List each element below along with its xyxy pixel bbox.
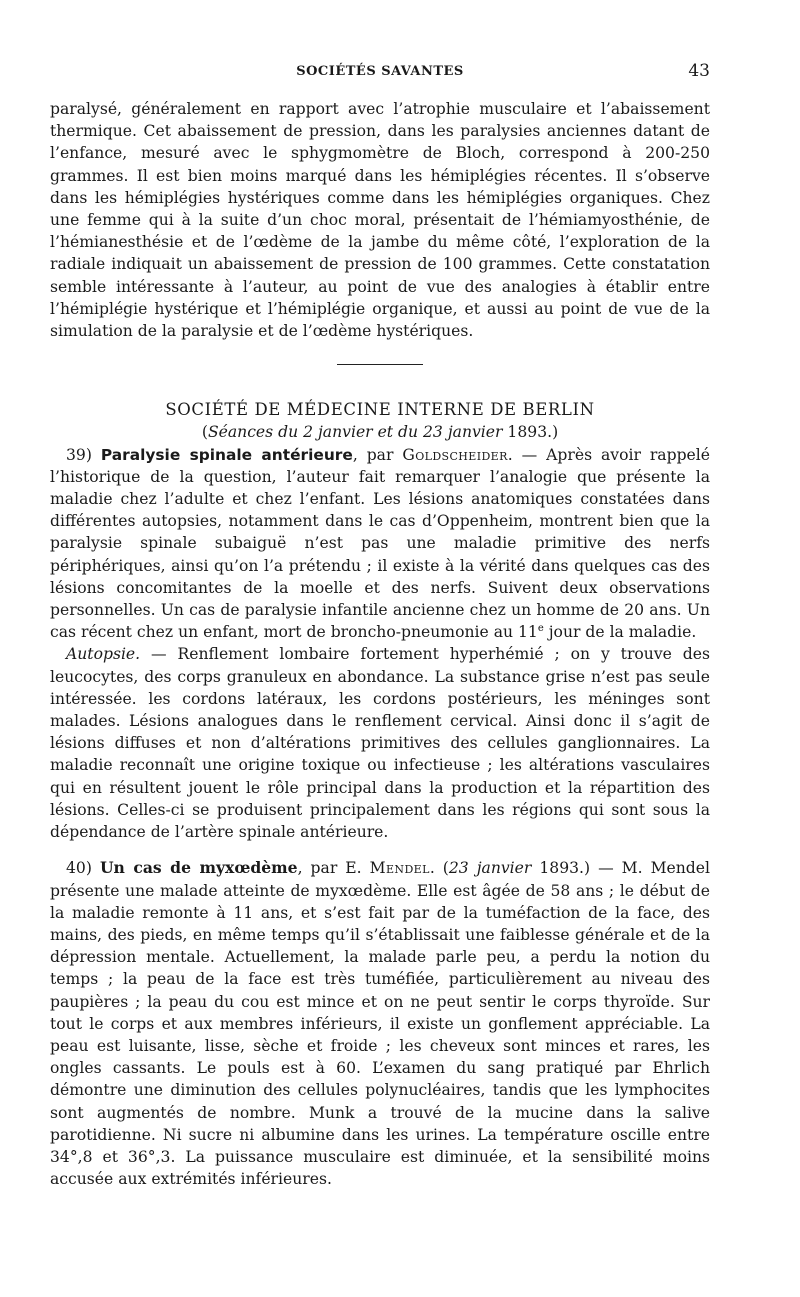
sessions-line [50, 421, 710, 443]
autopsy-label: Autopsie. [66, 645, 141, 664]
autopsy-paragraph [50, 643, 710, 843]
article-40-date-open: . ( [429, 859, 449, 878]
autopsy-text: — Renflement lombaire fortement hyperhémié ; on y trouve des leucocytes, des corps granuleux en abondance. La substance grise n’est pas seule intéressée. les cordons latéraux, les cordons postérieurs, les méninges sont malades. Lésions analogues dans le renflement cervical. Ainsi donc il s’agit de lésions diffuses et non d’altérations primitives des cellules ganglionnaires. La maladie reconnaît une origine toxique ou infectieuse ; les altérations vasculaires qui en résultent jouent le rôle principal dans la production et la répartition des lésions. Celles-ci se produisent principalement dans les régions qui sont sous la dépendance de l’artère spinale antérieure. [50, 645, 710, 842]
sessions-dates: Séances du 2 janvier et du 23 janvier [207, 423, 503, 442]
article-40-date: 23 janvier [448, 859, 532, 878]
society-title: SOCIÉTÉ DE MÉDECINE INTERNE DE BERLIN [165, 400, 595, 420]
article-40-text: — M. Mendel présente une malade atteinte de myxœdème. Elle est âgée de 58 ans ; le début de la maladie remonte à 11 ans, et s’est fait par de la tuméfaction de la face, des mains, des pieds, en même temps qu’il s’établissait une faiblesse générale et de la dépression mentale. Actuellement, la malade parle peu, a perdu la notion du temps ; la peau de la face est très tuméfiée, particulièrement au niveau des paupières ; la peau du cou est mince et on ne peut sentir le corps thyroïde. Sur tout le corps et aux membres inférieurs, il existe un gonflement appréciable. La peau est luisante, lisse, sèche et froide ; les cheveux sont minces et rares, les ongles cassants. Le pouls est à 60. L’examen du sang pratiqué par Ehrlich démontre une diminution des cellules polynucléaires, tandis que les lymphocites sont augmentés de nombre. Munk a trouvé de la mucine dans la salive parotidienne. Ni sucre ni albumine dans les urines. La température oscille entre 34°,8 et 36°,3. La puissance musculaire est diminuée, et la sensibilité moins accusée aux extrémités inférieures. [50, 859, 711, 1189]
article-39-text: . — Après avoir rappelé l’historique de la question, l’auteur fait remarquer l’analogie que présente la maladie chez l’adulte et chez l’enfant. Les lésions anatomiques constatées dans différentes autopsies, notamment dans le cas d’Oppenheim, montrent bien que la paralysie spinale subaiguë n’est pas une maladie primitive des nerfs périphériques, ainsi qu’on l’a prétendu ; il existe à la vérité dans quelques cas des lésions concomitantes de la moelle et des nerfs. Suivent deux observations personnelles. Un cas de paralysie infantile ancienne chez un homme de 20 ans. Un cas récent chez un enfant, mort de broncho-pneumonie au 11 [50, 445, 710, 642]
article-40-date-close: 1893.) [531, 859, 591, 878]
article-40-number: 40) [66, 859, 92, 878]
article-39 [50, 444, 710, 644]
paragraph-gap [50, 843, 710, 857]
running-head [50, 61, 710, 86]
article-40 [50, 857, 710, 1190]
sessions-open: ( [201, 423, 208, 442]
article-39-author: Goldscheider [402, 445, 508, 464]
intro-paragraph: paralysé, généralement en rapport avec l’atrophie musculaire et l’abaissement thermique. Cet abaissement de pression, dans les paralysies anciennes datant de l’enfance, mesuré avec le sphygmomètre de Bloch, correspond à 200-250 grammes. Il est bien moins marqué dans les hémiplégies récentes. Il s’observe dans les hémiplégies hystériques comme dans les hémiplégies organiques. Chez une femme qui à la suite d’un choc moral, présentait de l’hémiamyosthénie, de l’hémianesthésie et de l’œdème de la jambe du même côté, l’exploration de la radiale indiquait un abaissement de pression de 100 grammes. Cette constatation semble intéressante à l’auteur, au point de vue des analogies à établir entre l’hémiplégie hystérique et l’hémiplégie organique, et aussi au point de vue de la simulation de la paralysie et de l’œdème hystériques. [50, 100, 710, 341]
sessions-year: 1893.) [502, 423, 559, 442]
body-text [50, 98, 710, 1190]
article-39-superscript: e [537, 623, 544, 635]
article-39-number: 39) [66, 445, 92, 464]
section-divider [337, 364, 423, 365]
article-40-author: Mendel [369, 859, 430, 878]
running-title: SOCIÉTÉS SAVANTES [296, 64, 464, 79]
article-40-author-prefix: , par E. [297, 859, 370, 878]
page-number: 43 [688, 61, 710, 81]
article-39-title: Paralysie spinale antérieure [100, 445, 353, 464]
article-40-title: Un cas de myxœdème [99, 858, 298, 878]
article-39-author-prefix: , par [352, 445, 403, 464]
article-39-text-end: jour de la maladie. [543, 623, 697, 642]
